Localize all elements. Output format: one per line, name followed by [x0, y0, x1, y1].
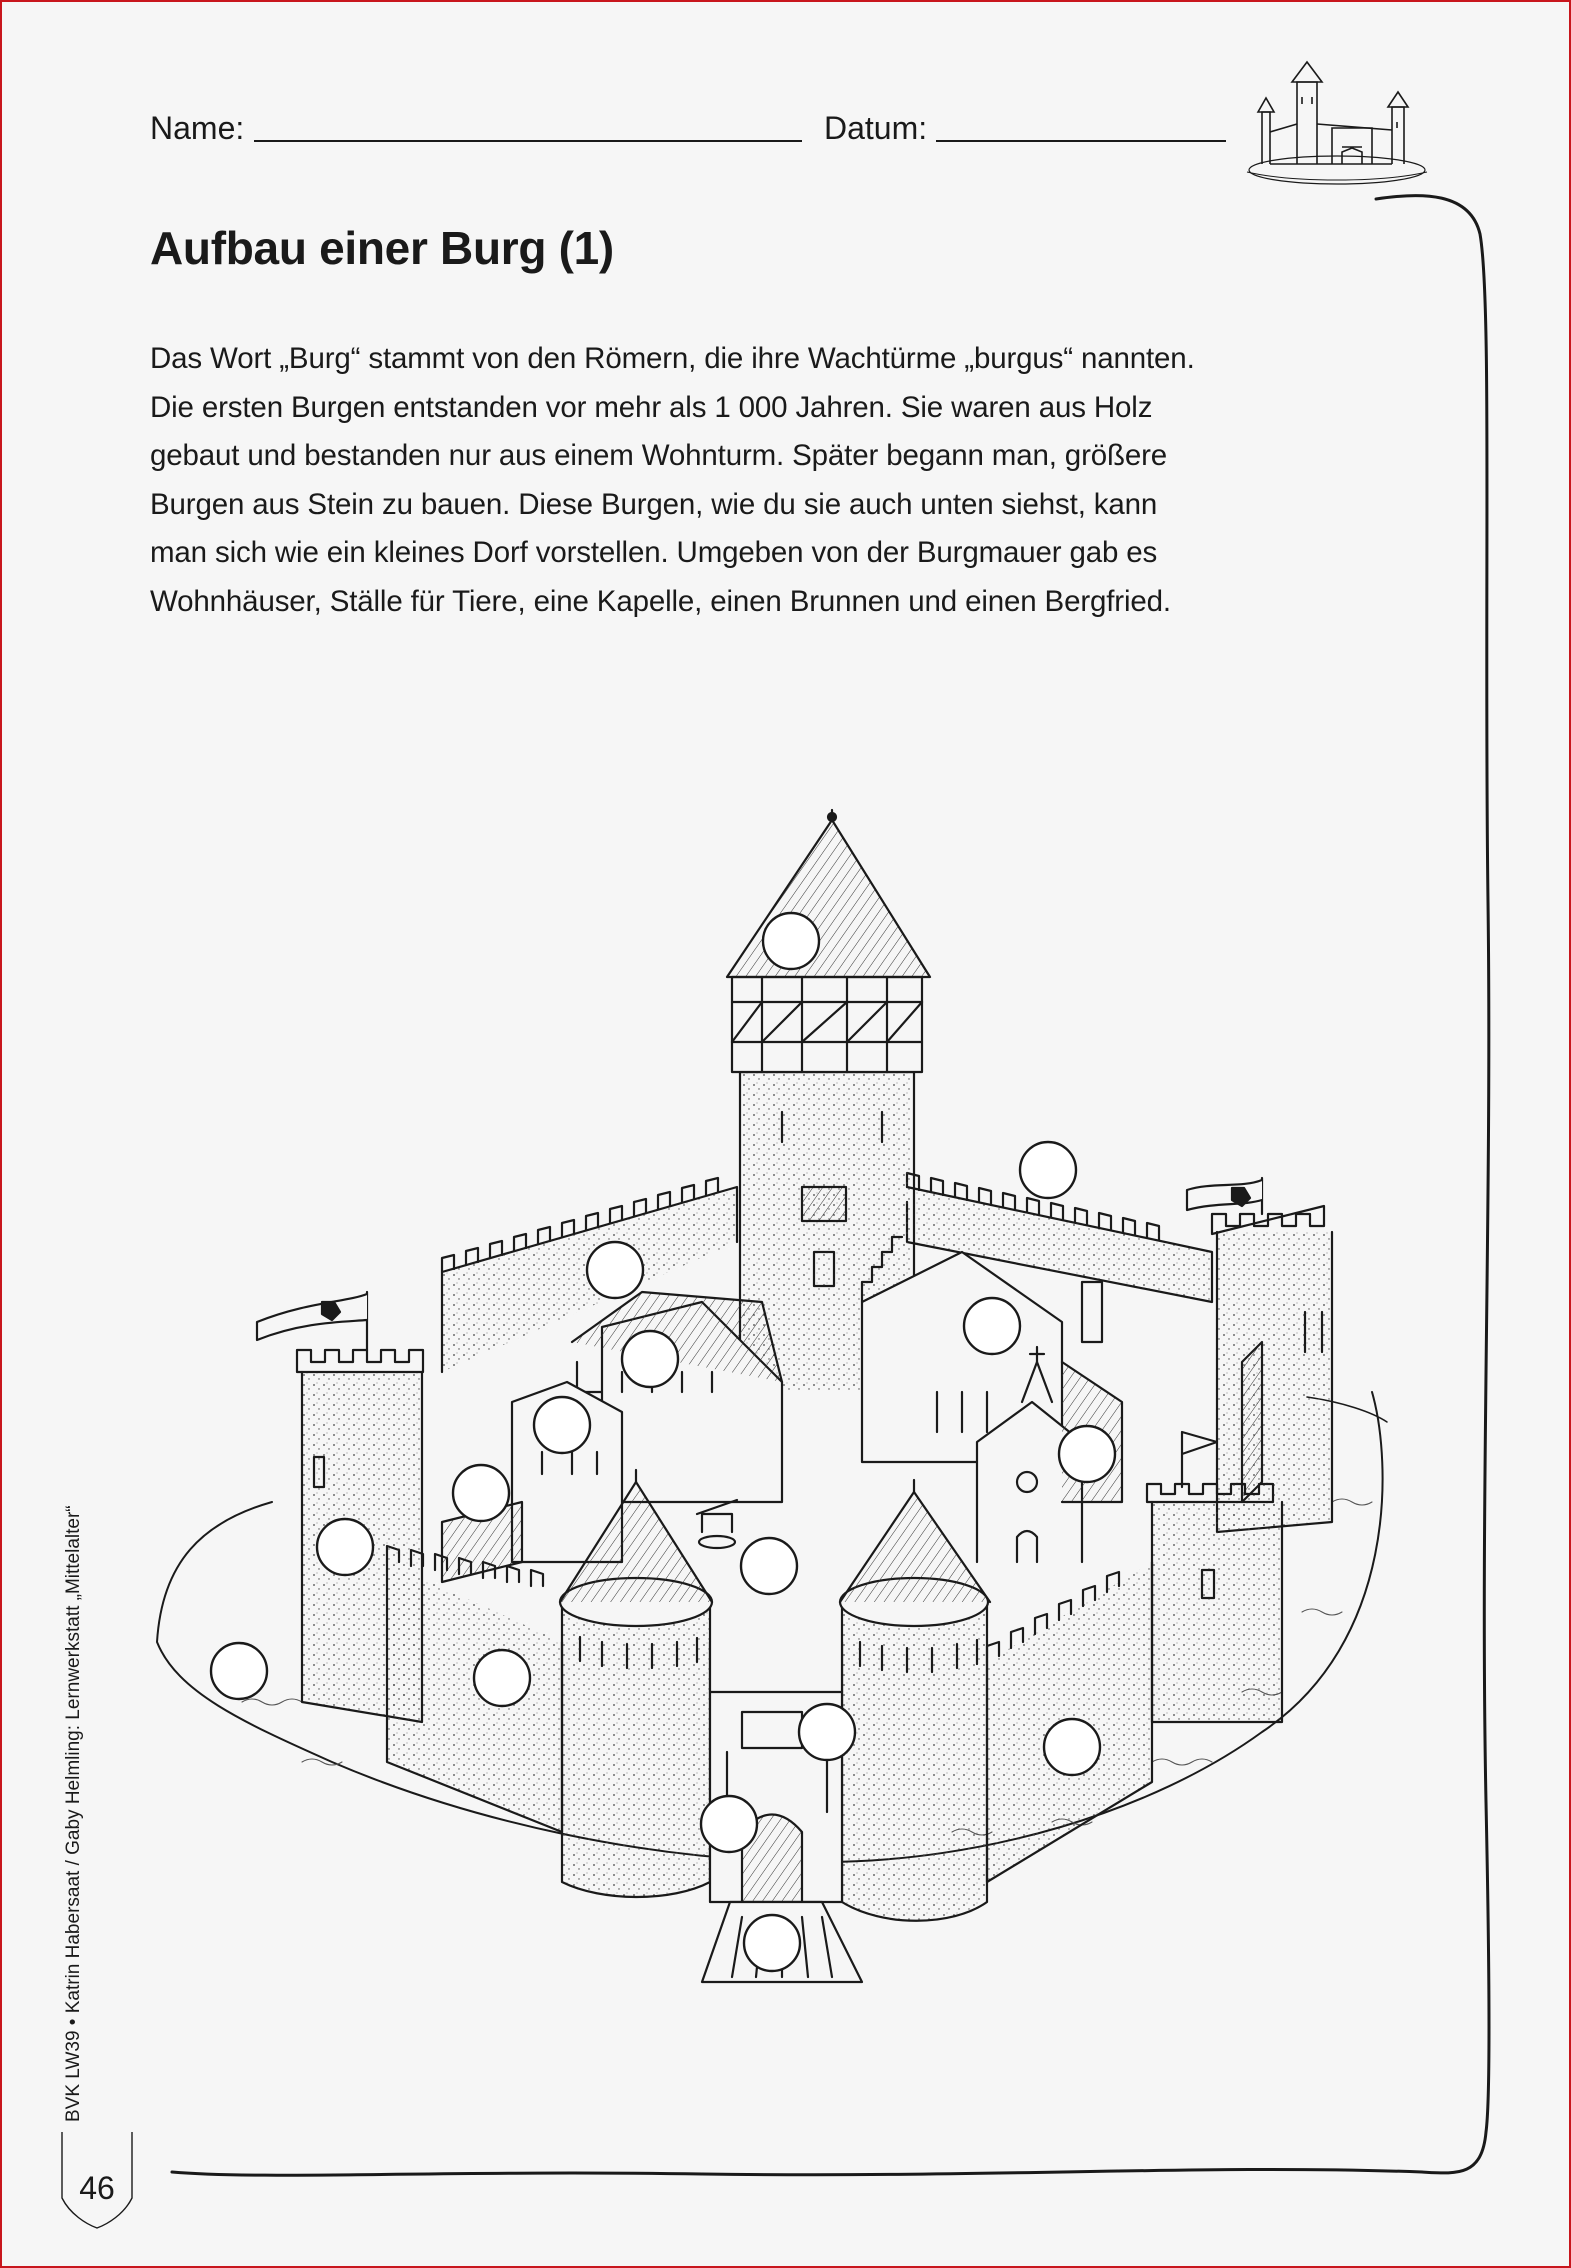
name-label: Name: [150, 110, 245, 146]
date-field[interactable] [936, 140, 1226, 142]
date-label: Datum: [824, 110, 928, 146]
label-circle[interactable] [964, 1298, 1020, 1354]
label-circle[interactable] [534, 1397, 590, 1453]
intro-line: Das Wort „Burg“ stammt von den Römern, die ihre Wachtürme „burgus“ nannten. [150, 342, 1195, 375]
intro-line: Wohnhäuser, Ställe für Tiere, eine Kapelle, einen Brunnen und einen Bergfried. [150, 584, 1171, 618]
label-circle[interactable] [211, 1643, 267, 1699]
page-number: 46 [79, 2170, 115, 2206]
intro-line: gebaut und bestanden nur aus einem Wohnturm. Später begann man, größere [150, 439, 1168, 472]
label-circle[interactable] [474, 1650, 530, 1706]
label-circle[interactable] [799, 1704, 855, 1760]
label-circle[interactable] [744, 1915, 800, 1971]
label-circle[interactable] [1044, 1719, 1100, 1775]
label-circle[interactable] [587, 1242, 643, 1298]
name-field[interactable] [254, 140, 802, 142]
page-number-badge [60, 2130, 134, 2230]
credit-line: BVK LW39 • Katrin Habersaat / Gaby Helmling: Lernwerkstatt „Mittelalter“ [63, 1505, 84, 2122]
castle-illustration [142, 802, 1402, 2002]
intro-line: man sich wie ein kleines Dorf vorstellen. Umgeben von der Burgmauer gab es [150, 536, 1158, 569]
header-fields [150, 106, 1230, 150]
intro-line: Burgen aus Stein zu bauen. Diese Burgen, wie du sie auch unten siehst, kann [150, 487, 1158, 521]
intro-text [150, 335, 1310, 626]
label-circle[interactable] [1020, 1142, 1076, 1198]
intro-line: Die ersten Burgen entstanden vor mehr als 1 000 Jahren. Sie waren aus Holz [150, 390, 1153, 424]
label-circle[interactable] [701, 1796, 757, 1852]
page-title: Aufbau einer Burg (1) [150, 222, 614, 274]
label-circle[interactable] [1059, 1426, 1115, 1482]
label-circle[interactable] [741, 1538, 797, 1594]
castle-icon [1242, 52, 1432, 192]
label-circle[interactable] [317, 1519, 373, 1575]
label-circle[interactable] [763, 913, 819, 969]
label-circle[interactable] [453, 1465, 509, 1521]
label-circle[interactable] [622, 1331, 678, 1387]
